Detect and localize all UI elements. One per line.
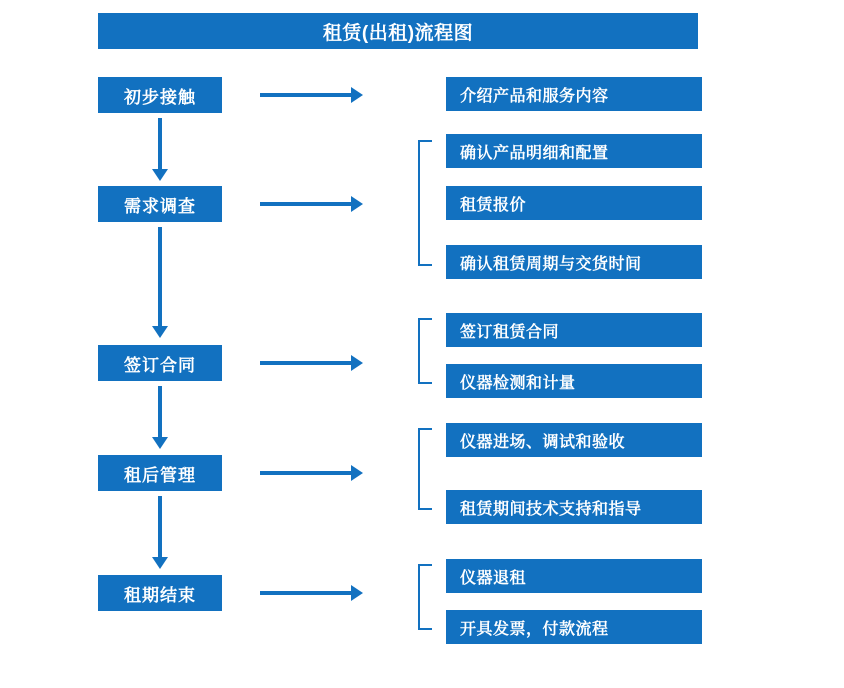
detail-box-1[interactable]: 介绍产品和服务内容 [446,77,702,111]
vertical-arrow-4 [158,496,162,558]
vertical-arrow-1 [158,118,162,170]
vertical-arrow-2 [158,227,162,327]
stage-box-5[interactable]: 租期结束 [98,575,222,611]
stage-box-2[interactable]: 需求调查 [98,186,222,222]
detail-box-2[interactable]: 确认产品明细和配置 [446,134,702,168]
detail-box-3[interactable]: 租赁报价 [446,186,702,220]
detail-box-9[interactable]: 仪器退租 [446,559,702,593]
stage-box-4[interactable]: 租后管理 [98,455,222,491]
page-title: 租赁(出租)流程图 [98,13,698,49]
bracket-group-2 [418,140,432,266]
stage-box-3[interactable]: 签订合同 [98,345,222,381]
detail-box-7[interactable]: 仪器进场、调试和验收 [446,423,702,457]
detail-box-8[interactable]: 租赁期间技术支持和指导 [446,490,702,524]
horizontal-arrow-3 [260,361,352,365]
vertical-arrow-3 [158,386,162,438]
bracket-group-4 [418,428,432,510]
detail-box-6[interactable]: 仪器检测和计量 [446,364,702,398]
stage-box-1[interactable]: 初步接触 [98,77,222,113]
horizontal-arrow-5 [260,591,352,595]
bracket-group-3 [418,318,432,384]
horizontal-arrow-1 [260,93,352,97]
horizontal-arrow-4 [260,471,352,475]
detail-box-10[interactable]: 开具发票，付款流程 [446,610,702,644]
bracket-group-5 [418,564,432,630]
detail-box-4[interactable]: 确认租赁周期与交货时间 [446,245,702,279]
horizontal-arrow-2 [260,202,352,206]
detail-box-5[interactable]: 签订租赁合同 [446,313,702,347]
